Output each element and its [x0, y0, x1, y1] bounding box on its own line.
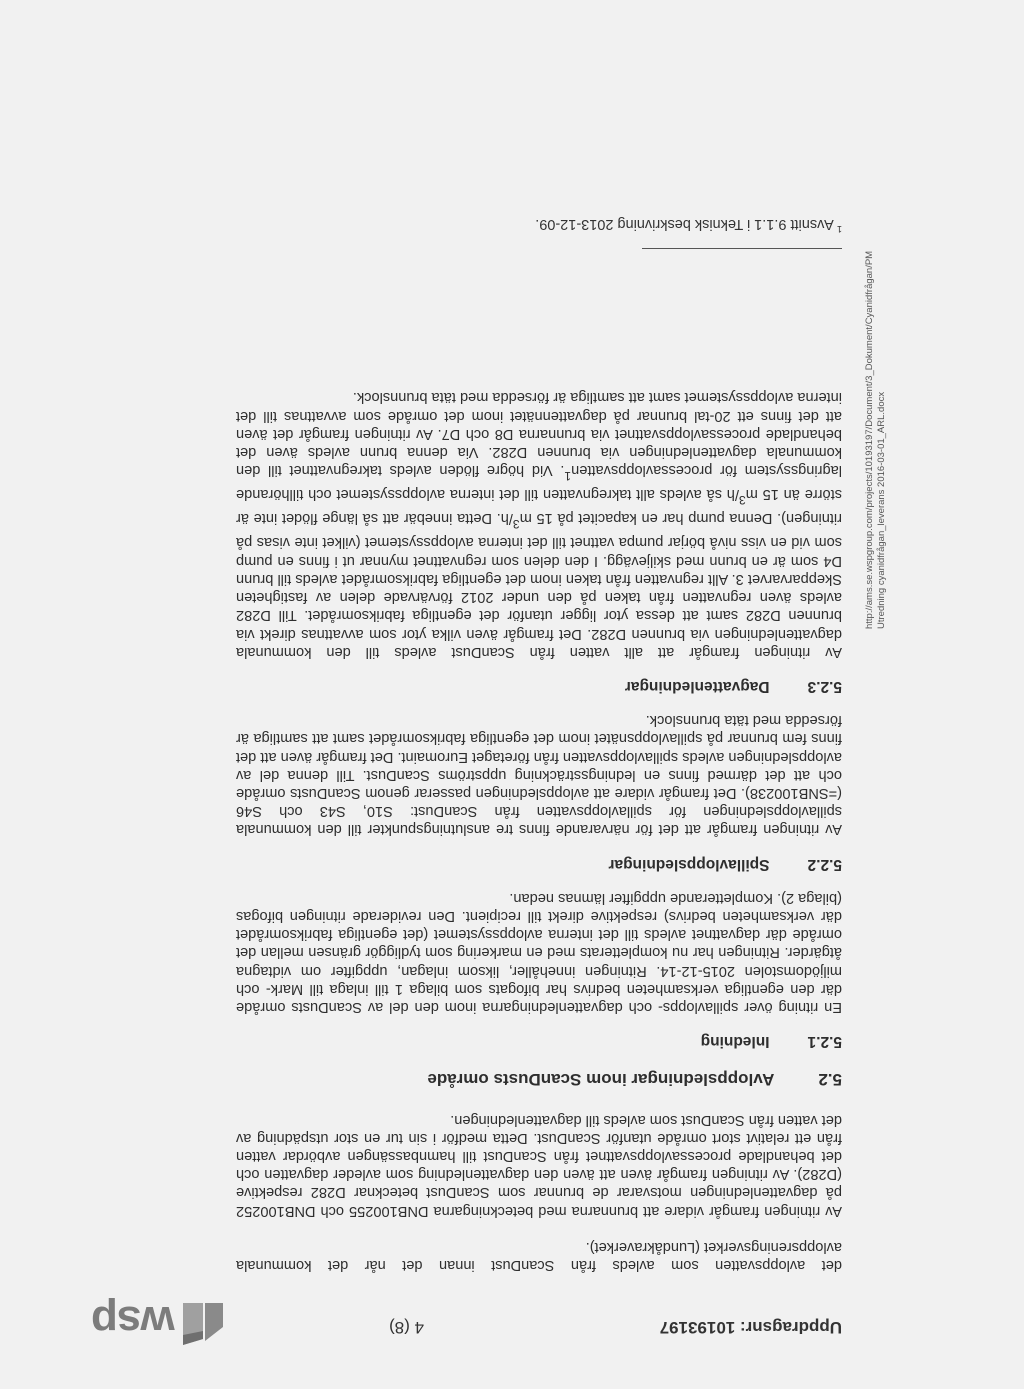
subsection-heading	[236, 677, 842, 695]
project-number: Uppdragsnr: 10193197	[659, 1318, 842, 1337]
subsection-number: 5.2.1	[807, 1033, 842, 1051]
section-paragraph: En ritning över spillavlopps- och dagvattenledningarna inom den del av ScanDusts område där den egentliga verksamheten bedrivs har bifogats som bilaga 1 till inlaga till Mark- och miljödomstolen 2015-12-14. Ritningen innehåller, liksom inlagan, uppgifter om vidtagna åtgärder. Ritningen har nu kompletterats med en markering som tydliggör gränsen mellan det område där dagvattnet avleds till det interna avloppssystemet (det egentliga fabriksområdet där verksamheten bedrivs) respektive direkt till recipient. Den reviderade ritningen bifogas (bilaga 2). Kompletterande uppgifter lämnas nedan.	[236, 889, 842, 1015]
footnote-text: $^1$ Avsnitt 9.1.1 i Teknisk beskrivning 2013-12-09.	[535, 216, 842, 234]
document-body	[236, 388, 842, 1274]
subsection-number: 5.2.2	[807, 855, 842, 873]
intro-paragraph: Av ritningen framgår vidare att brunnarna med beteckningarna DNB100255 och DNB100252 på dagvattenledningen motsvarar de brunnar som ScanDust betecknar D282 respektive (D282). Av ritningen framgår även att även den dagvattenledning som avleder dagvatten och det behandlade processavloppsvattnet från ScanDust till hamnbassängen avbördar vatten från ett relativt stort område utanför ScanDust. Detta medför i sin tur en stor utspädning av det vatten från ScanDust som avleds till dagvattenledningen.	[236, 1111, 842, 1219]
intro-paragraph: det avloppsvatten som avleds från ScanDust innan det når det kommunala avloppsreningsverket (Lundåkraverket).	[236, 1238, 842, 1273]
page-header	[82, 1279, 842, 1349]
section-paragraph: Av ritningen framgår att allt vatten från ScanDust avleds till den kommunala dagvattenledningen via brunnen D282. Det framgår även vilka ytor som avvattnas direkt via brunnen D282 samt att dessa ytor ligger utanför det egentliga fabriksområdet. Till D282 avleds även regnvatten från taken på den under 2012 förvärvade delen av fastigheten Skepparvarvet 3. Allt regnvatten från taken inom det egentliga fabriksområdet avleds till brunn D4 som är en brunn med skiljevägg. I den delen som regnvattnet mynnar ut i finns en pump som vid en viss nivå börjar pumpa vattnet till det interna avloppssystemet (vilket inte visas på ritningen). Denna pump har en kapacitet på 15 $m^3/h$. Detta innebär att så länge flödet inte är större än 15 $m^3/h$ så avleds allt takregnvatten till det interna avloppssystemet och tillhörande lagringssystem för processavloppsvatten$^1$. Vid högre flöden avleds takregnvattnet till den kommunala dagvattenledningen via brunnen D282. Via denna brunn avleds även det behandlade processavloppsvattnet via brunnarna D8 och D7. Av ritningen framgår det även att det finns ett 20-tal brunnar på dagvattennätet inom det område som avvattnas till det interna avloppssystemet samt att samtliga är försedda med täta brunnslock.	[235, 389, 842, 660]
wsp-logo-text: wsp	[92, 1297, 175, 1346]
subsection-number: 5.2.3	[807, 677, 842, 695]
subsection-title: Spillavloppsledningar	[608, 855, 770, 873]
section-paragraph: Av ritningen framgår att det för närvarande finns tre anslutningspunkter till den kommunala spillavloppsledningen för spillavloppsvatten från ScanDust: S10, S43 och S46 (=SNB100238). Det framgår vidare att avloppsledningen passerar genom ScanDusts område och att det därmed finns en ledningssträckning uppströms ScanDust. Till denna del av avloppsledningen avleds spillavloppsvatten från företaget Euromaint. Det framgår även att det finns fem brunnar på spillavloppsnätet inom det egentliga fabriksområdet samt att samtliga är försedda med täta brunnslock.	[236, 712, 842, 838]
footnote-reference: 1	[564, 469, 572, 484]
subsection-heading	[236, 1032, 842, 1050]
subsection-title: Dagvattenledningar	[624, 677, 770, 695]
wsp-logo	[92, 1293, 227, 1349]
wsp-logo-icon	[181, 1295, 227, 1348]
section-number: 5.2	[818, 1070, 842, 1090]
file-path-margin-note: http://ams.se.wspgroup.com/projects/10193197/Document/3_Dokument/Cyanidfrågan/PM Utredning cyanidfrågan_leverans 2016-03-01_ARL.docx	[864, 250, 887, 629]
footnote	[236, 216, 842, 249]
subsection-heading	[236, 854, 842, 872]
page-number: 4 (8)	[389, 1318, 424, 1337]
subsection-title: Inledning	[700, 1033, 770, 1051]
section-heading	[236, 1070, 842, 1088]
footnote-divider	[642, 248, 842, 249]
section-title: Avloppsledningar inom ScanDusts område	[427, 1070, 775, 1090]
